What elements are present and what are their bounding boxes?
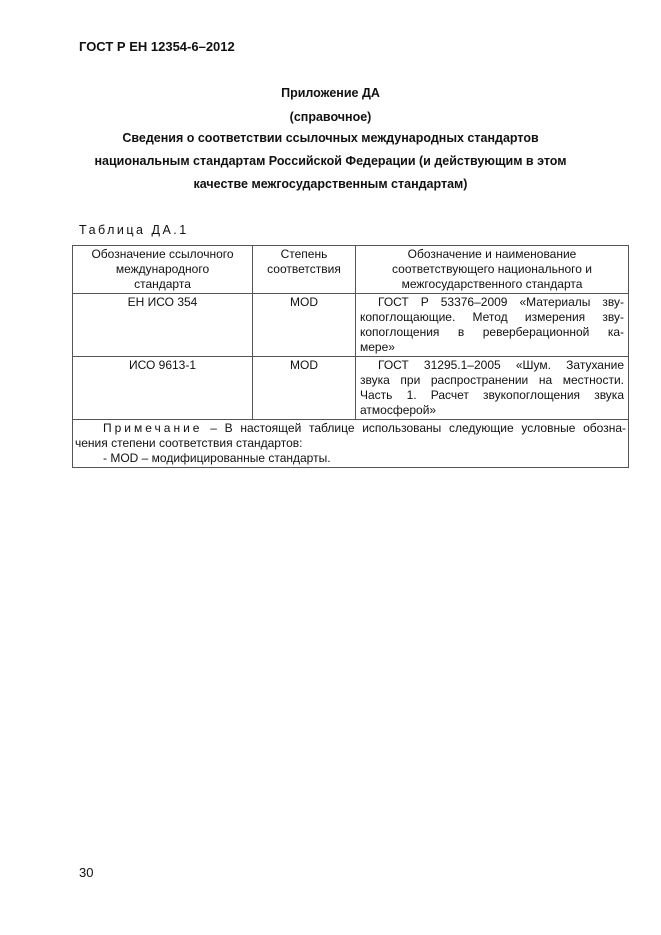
header-text: Обозначение ссылочного <box>91 247 234 261</box>
cell-line: Часть 1. Расчет звукопоглощения звука <box>360 388 624 402</box>
document-header: ГОСТ Р ЕН 12354-6–2012 <box>79 39 235 54</box>
appendix-title: Приложение ДА <box>281 86 380 100</box>
cell-ref: ЕН ИСО 354 <box>73 294 253 357</box>
appendix-heading-line: качестве межгосударственным стандартам) <box>193 177 468 191</box>
cell-degree: MOD <box>253 294 356 357</box>
header-national-standard <box>356 246 629 294</box>
cell-line: копоглощения в реверберационной ка- <box>360 325 624 339</box>
page-number: 30 <box>79 865 94 880</box>
header-text: соответствующего национального и <box>392 262 592 276</box>
table-caption: Таблица ДА.1 <box>79 223 189 237</box>
header-text: Степень <box>280 247 328 261</box>
cell-national <box>356 294 629 357</box>
appendix-subtitle: (справочное) <box>289 110 372 124</box>
header-degree <box>253 246 356 294</box>
cell-line: ГОСТ 31295.1–2005 «Шум. Затухание <box>378 358 624 372</box>
cell-line: ГОСТ Р 53376–2009 «Материалы зву- <box>378 295 624 309</box>
table-note-row <box>73 420 629 468</box>
header-text: соответствия <box>267 262 341 276</box>
note-line: - MOD – модифицированные стандарты. <box>103 451 331 465</box>
header-text: Обозначение и наименование <box>407 247 577 261</box>
cell-ref: ИСО 9613-1 <box>73 357 253 420</box>
header-text: международного <box>115 262 210 276</box>
cell-degree: MOD <box>253 357 356 420</box>
table-note <box>73 420 629 468</box>
cell-line: мере» <box>360 340 395 354</box>
header-text: межгосударственного стандарта <box>401 277 583 291</box>
note-label: Примечание <box>103 421 203 435</box>
cell-national <box>356 357 629 420</box>
cell-line: звука при распространении на местности. <box>360 373 624 387</box>
table-header-row <box>73 246 629 294</box>
table-row <box>73 294 629 357</box>
note-line: чения степени соответствия стандартов: <box>75 436 303 450</box>
header-text: стандарта <box>134 277 191 291</box>
header-ref-standard <box>73 246 253 294</box>
cell-line: копоглощающие. Метод измерения зву- <box>360 310 624 324</box>
note-line: – В настоящей таблице использованы следующие условные обозна- <box>210 421 626 435</box>
appendix-heading-line: Сведения о соответствии ссылочных международных стандартов <box>122 131 539 145</box>
correspondence-table <box>72 245 629 468</box>
table-row <box>73 357 629 420</box>
cell-line: атмосферой» <box>360 403 437 417</box>
appendix-heading-line: национальным стандартам Российской Федерации (и действующим в этом <box>94 154 567 168</box>
